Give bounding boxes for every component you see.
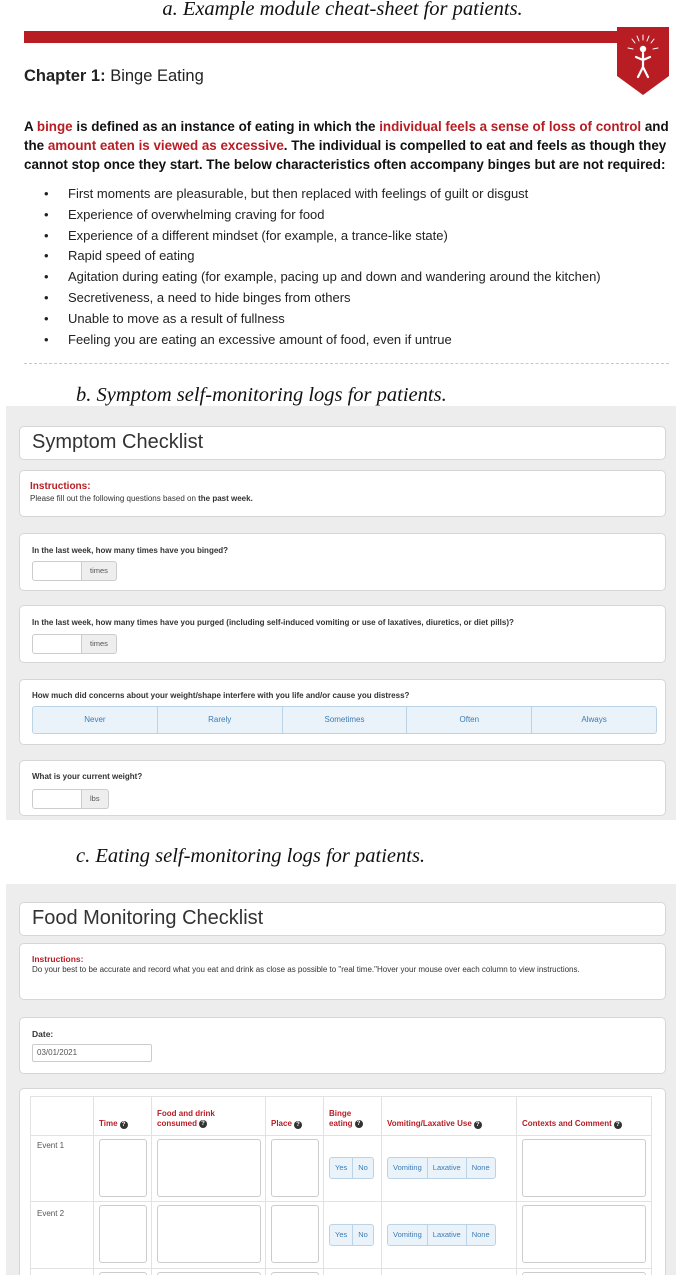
- food-table: [30, 1096, 652, 1275]
- vomit-toggle: [387, 1157, 496, 1179]
- col-header-vomit-label: Vomiting/Laxative Use: [387, 1119, 472, 1128]
- logo-icon: [617, 27, 669, 95]
- help-icon[interactable]: ?: [294, 1121, 302, 1129]
- date-input[interactable]: 03/01/2021: [32, 1044, 152, 1062]
- help-icon[interactable]: ?: [199, 1120, 207, 1128]
- col-divider: [323, 1097, 324, 1275]
- date-label: Date:: [32, 1029, 54, 1039]
- list-item: • Secretiveness, a need to hide binges from others: [44, 288, 601, 309]
- divider: [24, 363, 669, 364]
- binge-toggle: [329, 1157, 374, 1179]
- help-icon[interactable]: ?: [120, 1121, 128, 1129]
- caption-c: c. Eating self-monitoring logs for patients.: [76, 845, 426, 867]
- question-label: In the last week, how many times have you purged (including self-induced vomiting or use of laxatives, diuretics, or diet pills)?: [32, 618, 514, 627]
- laxative-button[interactable]: Laxative: [428, 1225, 467, 1245]
- row-divider: [31, 1268, 652, 1269]
- instructions-text-bold: the past week.: [198, 494, 253, 503]
- distress-scale: [32, 706, 657, 734]
- col-divider: [93, 1097, 94, 1275]
- question-label: What is your current weight?: [32, 772, 143, 781]
- question-purge: [19, 605, 666, 663]
- col-divider: [265, 1097, 266, 1275]
- instructions-text: Do your best to be accurate and record what you eat and drink as close as possible to "real time."Hover your mouse over each column to view instructions.: [32, 965, 580, 974]
- col-header-context-label: Contexts and Comment: [522, 1119, 612, 1128]
- list-item: • Experience of a different mindset (for example, a trance-like state): [44, 226, 601, 247]
- def-text-2: is defined as an instance of eating in which the: [72, 119, 380, 134]
- chapter-title: [24, 67, 204, 86]
- question-label: In the last week, how many times have you binged?: [32, 546, 229, 555]
- row-divider: [31, 1201, 652, 1202]
- question-weight: [19, 760, 666, 816]
- scale-option-often[interactable]: Often: [407, 707, 532, 733]
- def-term-binge: binge: [36, 119, 73, 134]
- time-input[interactable]: [99, 1205, 147, 1263]
- food-instructions: [19, 943, 666, 1000]
- col-header-food-line1: Food and drink: [157, 1109, 215, 1118]
- col-header-food-label: [157, 1109, 215, 1129]
- question-distress: [19, 679, 666, 745]
- list-item: • Feeling you are eating an excessive amount of food, even if untrue: [44, 330, 601, 351]
- symptom-instructions: [19, 470, 666, 517]
- col-header-time: [99, 1097, 128, 1135]
- def-term-loss-of-control: individual feels a sense of loss of control: [379, 119, 642, 134]
- help-icon[interactable]: ?: [474, 1121, 482, 1129]
- instructions-text-main: Please fill out the following questions based on: [30, 494, 199, 503]
- vomit-toggle: [387, 1224, 496, 1246]
- def-term-excessive: amount eaten is viewed as excessive: [47, 138, 284, 153]
- unit-label: lbs: [82, 789, 109, 809]
- binge-yes-button[interactable]: Yes: [330, 1158, 353, 1178]
- none-button[interactable]: None: [471, 1163, 490, 1172]
- col-divider: [381, 1097, 382, 1275]
- time-input[interactable]: [99, 1139, 147, 1197]
- unit-label: times: [82, 634, 117, 654]
- col-header-context: [522, 1097, 622, 1135]
- symptom-title-box: [19, 426, 666, 460]
- page-title: Symptom Checklist: [32, 431, 204, 453]
- instructions-text: [30, 494, 655, 503]
- scale-option-sometimes[interactable]: Sometimes: [283, 707, 408, 733]
- scale-option-always[interactable]: Always: [581, 715, 607, 724]
- list-item: • Rapid speed of eating: [44, 246, 601, 267]
- def-text-4: . The individual is compelled to eat and feels as though they cannot stop once they start. The below characteristics often accompany binges but are not required:: [24, 138, 667, 172]
- event-label: Event 1: [37, 1141, 65, 1150]
- laxative-button[interactable]: Laxative: [428, 1158, 467, 1178]
- binge-no-button[interactable]: No: [358, 1230, 368, 1239]
- col-header-place: [271, 1097, 302, 1135]
- food-input[interactable]: [157, 1205, 261, 1263]
- list-item: • First moments are pleasurable, but then replaced with feelings of guilt or disgust: [44, 184, 601, 205]
- cheatsheet-section: [0, 0, 685, 380]
- weight-input[interactable]: [32, 789, 82, 809]
- instructions-heading: Instructions:: [30, 481, 91, 492]
- binge-count-input[interactable]: [32, 561, 82, 581]
- vomiting-button[interactable]: Vomiting: [388, 1158, 428, 1178]
- col-header-vomit: [387, 1097, 482, 1135]
- col-header-binge: [329, 1097, 363, 1135]
- scale-option-rarely[interactable]: Rarely: [158, 707, 283, 733]
- food-title-box: [19, 902, 666, 936]
- unit-label: times: [82, 561, 117, 581]
- col-header-place-label: Place: [271, 1119, 292, 1128]
- weight-group: [32, 789, 109, 809]
- binge-yes-button[interactable]: Yes: [330, 1225, 353, 1245]
- col-header-binge-label: [329, 1109, 363, 1129]
- col-divider: [516, 1097, 517, 1275]
- help-icon[interactable]: ?: [355, 1120, 363, 1128]
- row-divider: [31, 1135, 652, 1136]
- scale-option-never[interactable]: Never: [33, 707, 158, 733]
- purge-count-group: [32, 634, 117, 654]
- place-input[interactable]: [271, 1205, 319, 1263]
- event-label: Event 2: [37, 1209, 65, 1218]
- binge-count-group: [32, 561, 117, 581]
- col-header-binge-line2: eating: [329, 1119, 353, 1128]
- binge-definition: [24, 117, 674, 174]
- date-box: [19, 1017, 666, 1074]
- def-text-1: A: [24, 119, 37, 134]
- context-input[interactable]: [522, 1139, 646, 1197]
- characteristics-list: [44, 184, 601, 350]
- context-input[interactable]: [522, 1205, 646, 1263]
- def-text-3: and the: [24, 119, 669, 153]
- binge-no-button[interactable]: No: [358, 1163, 368, 1172]
- caption-a: a. Example module cheat-sheet for patients.: [162, 0, 523, 20]
- purge-count-input[interactable]: [32, 634, 82, 654]
- col-header-food-line2: consumed: [157, 1119, 198, 1128]
- binge-toggle: [329, 1224, 374, 1246]
- col-header-food: [157, 1097, 215, 1135]
- vomiting-button[interactable]: Vomiting: [388, 1225, 428, 1245]
- caption-b: b. Symptom self-monitoring logs for patients.: [76, 384, 447, 406]
- page-title: Food Monitoring Checklist: [32, 907, 264, 929]
- food-input[interactable]: [157, 1139, 261, 1197]
- col-header-time-label: Time: [99, 1119, 118, 1128]
- list-item: • Experience of overwhelming craving for food: [44, 205, 601, 226]
- col-header-binge-line1: Binge: [329, 1109, 352, 1118]
- help-icon[interactable]: ?: [614, 1121, 622, 1129]
- place-input[interactable]: [271, 1139, 319, 1197]
- header-bar: [24, 31, 641, 43]
- question-label: How much did concerns about your weight/shape interfere with you life and/or cause you distress?: [32, 691, 410, 700]
- list-item: • Unable to move as a result of fullness: [44, 309, 601, 330]
- instructions-heading: Instructions:: [32, 954, 84, 964]
- chapter-name: Binge Eating: [105, 67, 204, 85]
- chapter-number: Chapter 1:: [24, 67, 106, 85]
- question-binge: [19, 533, 666, 591]
- list-item: • Agitation during eating (for example, pacing up and down and wandering around the kitchen): [44, 267, 601, 288]
- col-divider: [151, 1097, 152, 1275]
- none-button[interactable]: None: [471, 1230, 490, 1239]
